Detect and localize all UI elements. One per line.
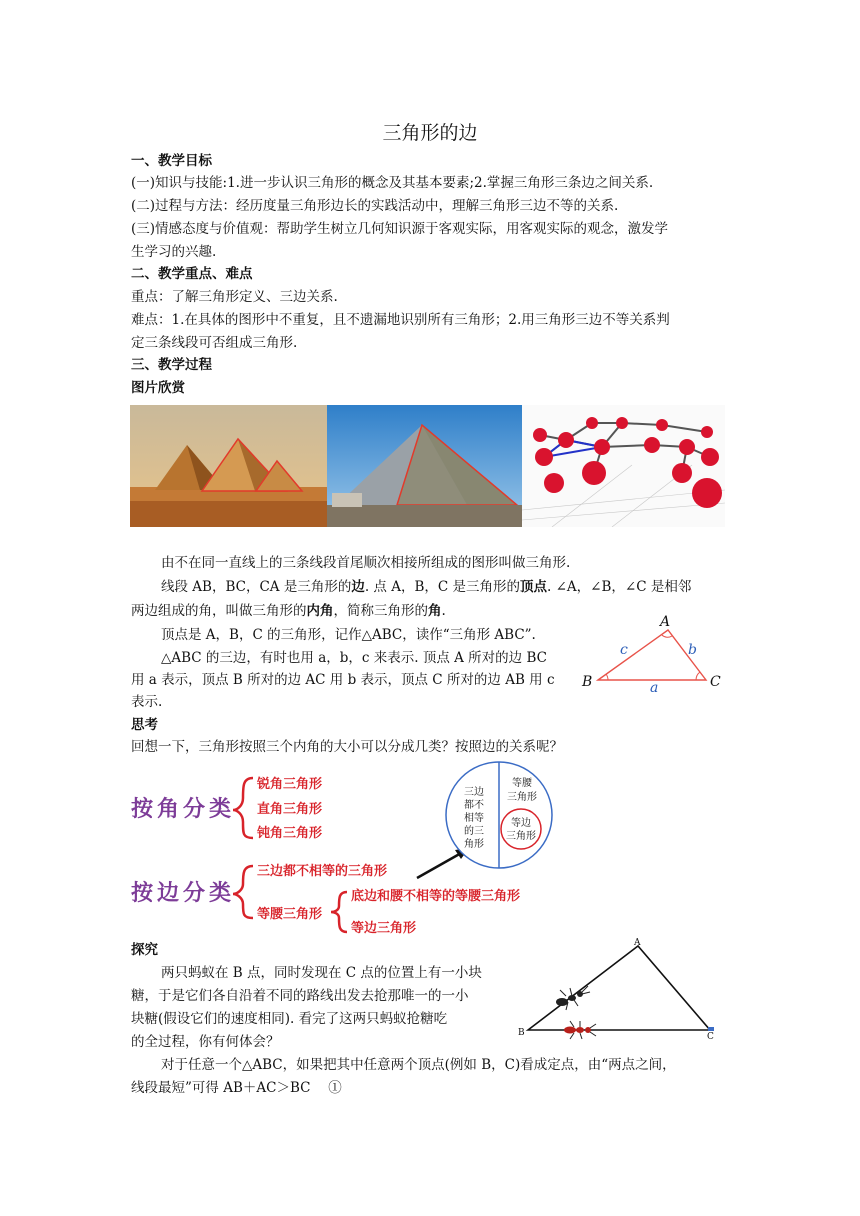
fig-vertex-b: B [518, 1028, 525, 1038]
goal-line-3-cont: 生学习的兴趣. [131, 244, 217, 260]
venn-scalene-4: 的三 [464, 826, 484, 837]
glass-pyramid-photo [327, 405, 522, 527]
venn-scalene-3: 相等 [464, 813, 484, 824]
notation-paragraph: 顶点是 A，B，C 的三角形，记作△ABC，读作“三角形 ABC”. [161, 627, 536, 643]
goal-line-3: (三)情感态度与价值观：帮助学生树立几何知识源于客观实际，用客观实际的观念，激发学 [131, 221, 669, 237]
venn-diagram [444, 759, 554, 871]
vertex-label-c: C [710, 674, 721, 690]
fig-vertex-a: A [634, 938, 641, 948]
text-segment: 两边组成的角，叫做三角形的 [131, 603, 307, 619]
venn-isosceles-2: 三角形 [507, 792, 537, 803]
by-angle-label: 按角分类 [131, 797, 236, 822]
sides-paragraph-line-1: △ABC 的三边，有时也用 a，b，c 来表示. 顶点 A 所对的边 BC [161, 650, 547, 666]
molecule-model-photo [522, 405, 725, 527]
term-side: 边 [351, 579, 365, 595]
key-point-line: 重点：了解三角形定义、三边关系. [131, 289, 338, 305]
goal-line-1: (一)知识与技能:1.进一步认识三角形的概念及其基本要素;2.掌握三角形三条边之间关系. [131, 175, 654, 191]
difficulty-line-2: 定三条线段可否组成三角形. [131, 335, 298, 351]
side-item-isosceles: 等腰三角形 [257, 907, 323, 922]
section-heading-key-points: 二、教学重点、难点 [131, 266, 253, 282]
vertex-label-a: A [660, 614, 671, 630]
venn-scalene-1: 三边 [464, 787, 484, 798]
explore-line-4: 的全过程，你有何体会？ [131, 1034, 280, 1050]
iso-item-equilateral: 等边三角形 [351, 921, 417, 936]
venn-scalene-5: 角形 [464, 839, 484, 850]
explore-line-6: 线段最短”可得 AB＋AC＞BC ① [131, 1080, 342, 1096]
sides-paragraph-line-2: 用 a 表示，顶点 B 所对的边 AC 用 b 表示，顶点 C 所对的边 AB 用 c [131, 672, 555, 688]
by-side-label: 按边分类 [131, 881, 236, 906]
element-paragraph-line-1 [161, 577, 761, 597]
side-label-c: c [620, 642, 628, 658]
text-segment: ，简称三角形的 [333, 603, 428, 619]
text-segment: 线段 AB，BC，CA 是三角形的 [161, 579, 352, 595]
angle-item-right: 直角三角形 [257, 802, 323, 817]
iso-item-non-equilateral: 底边和腰不相等的等腰三角形 [351, 889, 521, 904]
angle-item-obtuse: 钝角三角形 [257, 826, 323, 841]
think-heading: 思考 [131, 717, 158, 733]
page-title: 三角形的边 [382, 122, 478, 144]
fig-vertex-c: C [707, 1032, 714, 1042]
goal-line-2: (二)过程与方法：经历度量三角形边长的实践活动中，理解三角形三边不等的关系. [131, 198, 619, 214]
side-label-b: b [688, 642, 697, 658]
explore-heading: 探究 [131, 942, 158, 958]
definition-paragraph: 由不在同一直线上的三条线段首尾顺次相接所组成的图形叫做三角形. [161, 555, 571, 571]
term-vertex: 顶点 [520, 579, 548, 595]
section-heading-goals: 一、教学目标 [131, 153, 212, 169]
side-label-a: a [650, 680, 659, 696]
venn-equilateral-1: 等边 [511, 818, 531, 829]
angle-item-acute: 锐角三角形 [257, 777, 323, 792]
text-segment: . 点 A，B，C 是三角形的 [364, 579, 521, 595]
black-ant-icon [556, 986, 590, 1010]
explore-line-1: 两只蚂蚁在 B 点，同时发现在 C 点的位置上有一小块 [161, 965, 482, 981]
venn-isosceles-1: 等腰 [512, 778, 532, 789]
venn-equilateral-2: 三角形 [506, 831, 536, 842]
venn-scalene-2: 都不 [464, 800, 484, 811]
text-segment: . [441, 603, 446, 619]
explore-line-2: 糖，于是它们各自沿着不同的路线出发去抢那唯一的一小 [131, 988, 469, 1004]
difficulty-line-1: 难点：1.在具体的图形中不重复，且不遗漏地识别所有三角形；2.用三角形三边不等关系判 [131, 312, 670, 328]
think-question: 回想一下，三角形按照三个内角的大小可以分成几类？按照边的关系呢？ [131, 739, 563, 755]
pictures-heading: 图片欣赏 [131, 380, 185, 396]
text-segment: . ∠A，∠B，∠C 是相邻 [547, 579, 692, 595]
pyramids-photo [130, 405, 327, 527]
explore-line-5: 对于任意一个△ABC，如果把其中任意两个顶点(例如 B，C)看成定点，由“两点之间， [161, 1057, 676, 1073]
triangle-abc-figure [576, 610, 736, 696]
ant-race-figure [514, 936, 720, 1044]
explore-line-3: 块糖(假设它们的速度相同). 看完了这两只蚂蚁抢糖吃 [131, 1011, 448, 1027]
term-interior-angle: 内角 [306, 603, 334, 619]
vertex-label-b: B [582, 674, 593, 690]
sides-paragraph-line-3: 表示. [131, 694, 163, 710]
section-heading-process: 三、教学过程 [131, 357, 212, 373]
term-angle: 角 [428, 603, 442, 619]
side-item-scalene: 三边都不相等的三角形 [257, 864, 388, 879]
